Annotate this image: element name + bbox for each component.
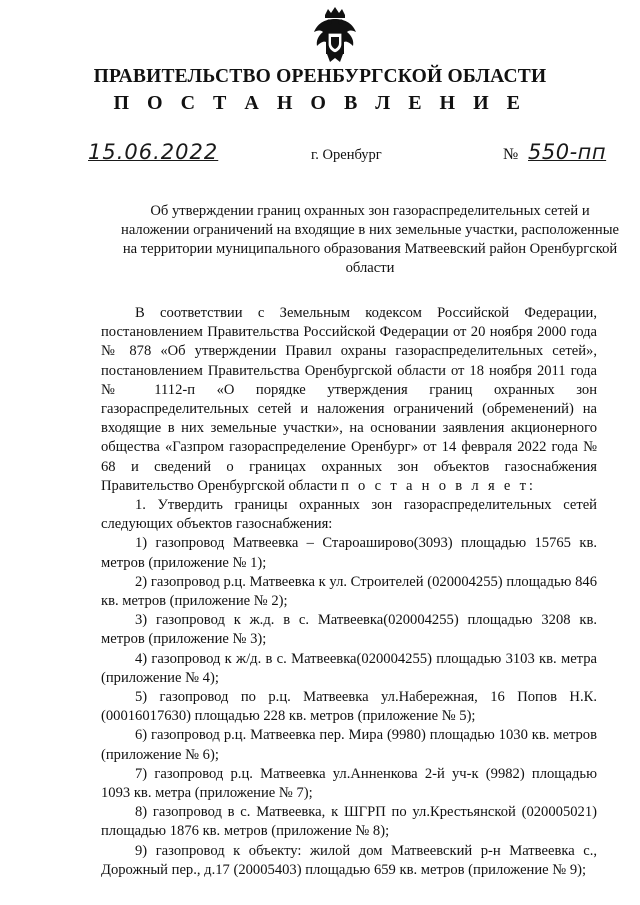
- list-item: 8) газопровод в с. Матвеевка, к ШГРП по ул.Крестьянской (020005021) площадью 1876 кв. метров (приложение № 8);: [101, 804, 597, 840]
- list-item: 4) газопровод к ж/д. в с. Матвеевка(020004255) площадью 3103 кв. метра (приложение № 4);: [101, 650, 597, 686]
- number-sign: №: [503, 146, 519, 163]
- document-body: [101, 304, 597, 880]
- organization-title: ПРАВИТЕЛЬСТВО ОРЕНБУРГСКОЙ ОБЛАСТИ: [93, 66, 547, 87]
- document-city: г. Оренбург: [311, 147, 382, 163]
- document-meta-row: [0, 138, 640, 172]
- list-item: 6) газопровод р.ц. Матвеевка пер. Мира (9980) площадью 1030 кв. метров (приложение № 6);: [101, 727, 597, 763]
- document-number: 550-пп: [528, 140, 607, 164]
- coat-of-arms-icon: [312, 6, 358, 64]
- decree-word: п о с т а н о в л я е т:: [341, 477, 536, 494]
- list-item: 2) газопровод р.ц. Матвеевка к ул. Строителей (020004255) площадью 846 кв. метров (приложение № 2);: [101, 573, 597, 610]
- document-type-title: П О С Т А Н О В Л Е Н И Е: [113, 92, 527, 114]
- document-heading: Об утверждении границ охранных зон газораспределительных сетей и наложении ограничений на входящие в них земельные участки, расположенные на территории муниципального образования Матвеевский район Оренбургской области: [121, 203, 619, 276]
- preamble-paragraph: [101, 304, 597, 496]
- list-item: 7) газопровод р.ц. Матвеевка ул.Анненкова 2-й уч-к (9982) площадью 1093 кв. метра (приложение № 7);: [101, 765, 597, 802]
- document-date: 15.06.2022: [88, 140, 219, 164]
- list-item: 9) газопровод к объекту: жилой дом Матвеевский р-н Матвеевка с., Дорожный пер., д.17 (20005403) площадью 659 кв. метров (приложение № 9);: [101, 842, 597, 878]
- list-item: 1) газопровод Матвеевка – Староаширово(3093) площадью 15765 кв. метров (приложение № 1);: [101, 535, 597, 571]
- preamble-text: В соответствии с Земельным кодексом Российской Федерации, постановлением Правительства Российской Федерации от 20 ноября 2000 года № 878 «Об утверждении Правил охраны газораспределительных сетей», постановлением Правительства Оренбургской области от 18 ноября 2011 года № 1112-п «О порядке утверждения границ охранных зон газораспределительных сетей и наложения ограничений (обременений) на входящие в них земельные участки», на основании заявления акционерного общества «Газпром газораспределение Оренбург» от 14 февраля 2022 года № 68 и сведений о границах охранных зон объектов газоснабжения Правительство Оренбургской области: [101, 305, 597, 494]
- list-item: 3) газопровод к ж.д. в с. Матвеевка(020004255) площадью 3208 кв. метров (приложение № 3);: [101, 612, 597, 648]
- clause-1: 1. Утвердить границы охранных зон газораспределительных сетей следующих объектов газоснабжения:: [101, 497, 597, 533]
- list-item: 5) газопровод по р.ц. Матвеевка ул.Набережная, 16 Попов Н.К. (00016017630) площадью 228 кв. метров (приложение № 5);: [101, 689, 597, 725]
